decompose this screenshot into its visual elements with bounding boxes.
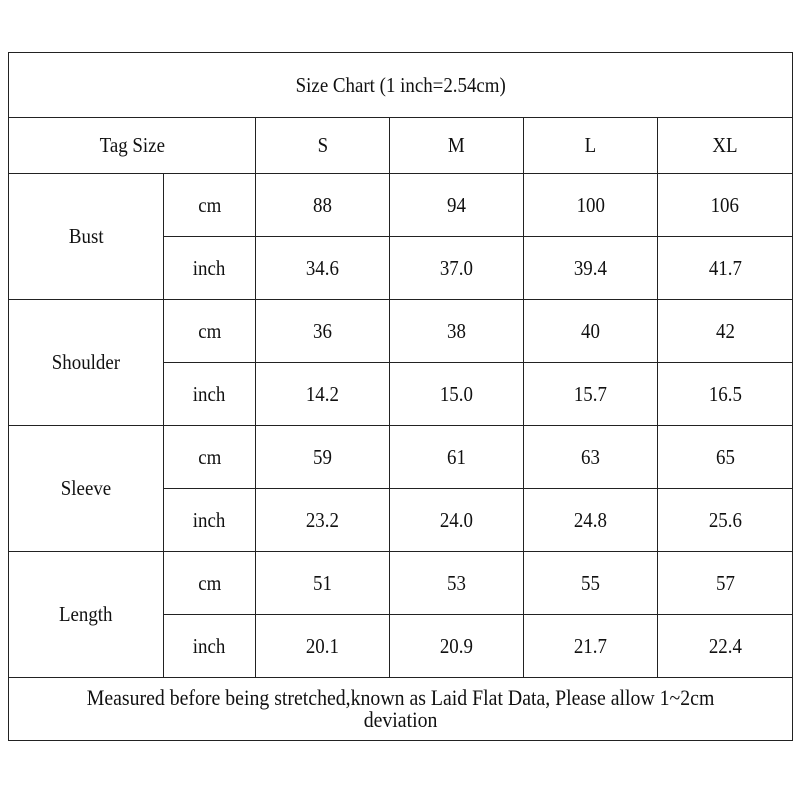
value-cell bbox=[524, 363, 658, 426]
size-chart-title-text: Size Chart (1 inch=2.54cm) bbox=[295, 72, 506, 97]
value-cell bbox=[390, 489, 524, 552]
measurement-note-text: Measured before being stretched,known as Laid Flat Data, Please allow 1~2cm deviation bbox=[86, 685, 715, 732]
unit-cell bbox=[164, 237, 256, 300]
value-cell bbox=[658, 300, 793, 363]
length-inch-s: 20.1 bbox=[305, 633, 340, 658]
sleeve-inch-m: 24.0 bbox=[439, 507, 474, 532]
size-header-xl bbox=[658, 118, 793, 174]
value-cell bbox=[658, 615, 793, 678]
value-cell bbox=[256, 174, 390, 237]
size-header-s-label: S bbox=[317, 133, 328, 157]
shoulder-cm-xl: 42 bbox=[715, 318, 735, 343]
value-cell bbox=[256, 615, 390, 678]
sleeve-cm-row bbox=[9, 426, 793, 489]
shoulder-inch-l: 15.7 bbox=[573, 381, 608, 406]
size-header-m bbox=[390, 118, 524, 174]
measurement-name-length-label: Length bbox=[59, 602, 113, 626]
value-cell bbox=[256, 363, 390, 426]
value-cell bbox=[390, 300, 524, 363]
value-cell bbox=[524, 426, 658, 489]
bust-inch-m: 37.0 bbox=[439, 255, 474, 280]
size-chart-title bbox=[9, 53, 793, 118]
bust-inch-l: 39.4 bbox=[573, 255, 608, 280]
unit-cell bbox=[164, 174, 256, 237]
length-cm-s: 51 bbox=[313, 570, 332, 595]
shoulder-cm-l: 40 bbox=[581, 318, 600, 343]
value-cell bbox=[658, 489, 793, 552]
bust-cm-l: 100 bbox=[576, 192, 605, 217]
shoulder-inch-m: 15.0 bbox=[439, 381, 474, 406]
measurement-name-shoulder-label: Shoulder bbox=[51, 350, 121, 374]
sleeve-cm-l: 63 bbox=[581, 444, 600, 469]
unit-cell bbox=[164, 300, 256, 363]
measurement-note bbox=[9, 678, 793, 741]
tag-size-header bbox=[9, 118, 256, 174]
size-header-m-label: M bbox=[448, 133, 465, 157]
value-cell bbox=[524, 237, 658, 300]
value-cell bbox=[256, 489, 390, 552]
sleeve-inch-s: 23.2 bbox=[305, 507, 340, 532]
sleeve-cm-m: 61 bbox=[447, 444, 466, 469]
value-cell bbox=[524, 552, 658, 615]
tag-size-label: Tag Size bbox=[99, 133, 165, 157]
value-cell bbox=[658, 426, 793, 489]
value-cell bbox=[524, 300, 658, 363]
measurement-name-sleeve bbox=[9, 426, 164, 552]
value-cell bbox=[658, 552, 793, 615]
value-cell bbox=[524, 615, 658, 678]
bust-inch-xl: 41.7 bbox=[708, 255, 742, 280]
size-header-s bbox=[256, 118, 390, 174]
shoulder-cm-m: 38 bbox=[447, 318, 466, 343]
unit-inch-label: inch bbox=[193, 507, 226, 532]
unit-cell bbox=[164, 426, 256, 489]
unit-cell bbox=[164, 363, 256, 426]
bust-cm-row bbox=[9, 174, 793, 237]
shoulder-cm-row bbox=[9, 300, 793, 363]
unit-cm-label: cm bbox=[197, 192, 222, 217]
size-chart-table bbox=[8, 52, 793, 741]
unit-cm-label: cm bbox=[197, 570, 222, 595]
unit-cell bbox=[164, 489, 256, 552]
size-header-l bbox=[524, 118, 658, 174]
bust-cm-s: 88 bbox=[313, 192, 332, 217]
length-cm-l: 55 bbox=[581, 570, 600, 595]
value-cell bbox=[256, 300, 390, 363]
value-cell bbox=[658, 237, 793, 300]
length-cm-row bbox=[9, 552, 793, 615]
value-cell bbox=[390, 552, 524, 615]
value-cell bbox=[524, 174, 658, 237]
length-inch-l: 21.7 bbox=[573, 633, 608, 658]
measurement-name-length bbox=[9, 552, 164, 678]
unit-cell bbox=[164, 552, 256, 615]
length-inch-m: 20.9 bbox=[439, 633, 474, 658]
length-cm-m: 53 bbox=[447, 570, 466, 595]
shoulder-cm-s: 36 bbox=[313, 318, 332, 343]
shoulder-inch-s: 14.2 bbox=[305, 381, 340, 406]
value-cell bbox=[390, 426, 524, 489]
sleeve-inch-xl: 25.6 bbox=[708, 507, 742, 532]
unit-cm-label: cm bbox=[197, 444, 222, 469]
unit-inch-label: inch bbox=[193, 381, 226, 406]
value-cell bbox=[256, 237, 390, 300]
value-cell bbox=[658, 174, 793, 237]
bust-cm-m: 94 bbox=[447, 192, 466, 217]
unit-cell bbox=[164, 615, 256, 678]
value-cell bbox=[256, 552, 390, 615]
measurement-name-bust bbox=[9, 174, 164, 300]
value-cell bbox=[390, 615, 524, 678]
size-header-l-label: L bbox=[584, 133, 597, 157]
unit-inch-label: inch bbox=[193, 255, 226, 280]
sleeve-inch-l: 24.8 bbox=[573, 507, 608, 532]
note-row bbox=[9, 678, 793, 741]
sleeve-cm-xl: 65 bbox=[715, 444, 735, 469]
value-cell bbox=[390, 237, 524, 300]
unit-inch-label: inch bbox=[193, 633, 226, 658]
value-cell bbox=[256, 426, 390, 489]
measurement-name-sleeve-label: Sleeve bbox=[60, 476, 112, 500]
shoulder-inch-xl: 16.5 bbox=[708, 381, 742, 406]
measurement-name-shoulder bbox=[9, 300, 164, 426]
value-cell bbox=[658, 363, 793, 426]
value-cell bbox=[390, 363, 524, 426]
value-cell bbox=[390, 174, 524, 237]
measurement-name-bust-label: Bust bbox=[68, 224, 104, 248]
sleeve-cm-s: 59 bbox=[313, 444, 332, 469]
length-cm-xl: 57 bbox=[715, 570, 735, 595]
unit-cm-label: cm bbox=[197, 318, 222, 343]
header-row bbox=[9, 118, 793, 174]
size-header-xl-label: XL bbox=[712, 133, 738, 157]
bust-inch-s: 34.6 bbox=[305, 255, 340, 280]
bust-cm-xl: 106 bbox=[710, 192, 740, 217]
length-inch-xl: 22.4 bbox=[708, 633, 742, 658]
title-row bbox=[9, 53, 793, 118]
value-cell bbox=[524, 489, 658, 552]
